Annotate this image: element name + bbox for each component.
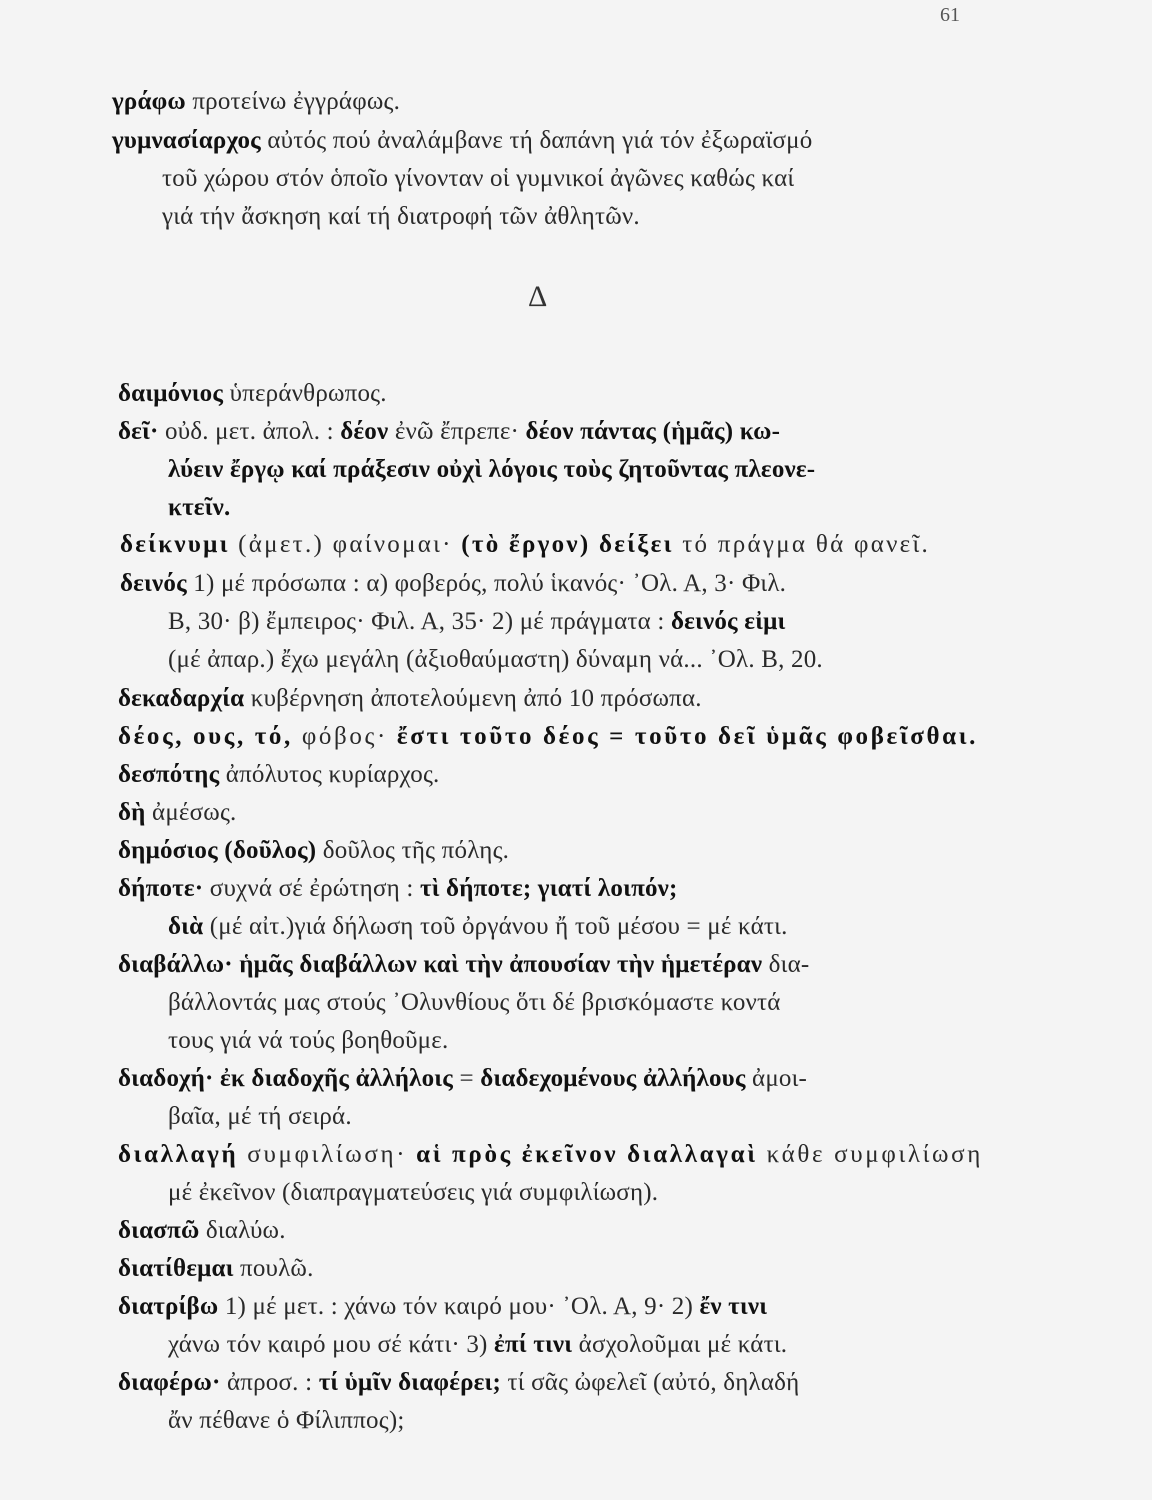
definition-text: δια- xyxy=(762,951,810,978)
definition-text: πουλῶ. xyxy=(233,1255,314,1282)
headword: δὴ xyxy=(118,799,146,826)
headword: διαφέρω· xyxy=(118,1369,221,1396)
definition-text: κάθε συμφιλίωση xyxy=(757,1141,984,1168)
definition-text: τοῦ χώρου στόν ὁποῖο γίνονταν οἱ γυμνικοί ἀγῶνες καθώς καί xyxy=(162,165,795,192)
entry-line xyxy=(118,1255,314,1283)
entry-line xyxy=(118,951,809,979)
entry-line xyxy=(118,875,678,903)
definition-text: τό πράγμα θά φανεῖ. xyxy=(673,531,931,558)
definition-text: προτείνω ἐγγράφως. xyxy=(185,88,401,115)
definition-text: αὐτός πού ἀναλάμβανε τή δαπάνη γιά τόν ἐξωραϊσμό xyxy=(260,127,813,154)
headword: δεκαδαρχία xyxy=(118,685,245,712)
definition-text: διαλύω. xyxy=(199,1217,286,1244)
headword: δεινός xyxy=(120,570,187,597)
headword: τί ὑμῖν διαφέρει; xyxy=(318,1369,502,1396)
entry-line xyxy=(168,989,781,1017)
headword: διατρίβω xyxy=(118,1293,219,1320)
entry-line xyxy=(118,380,387,408)
entry-line xyxy=(120,531,930,559)
headword: δαιμόνιος xyxy=(118,380,224,407)
definition-text: συχνά σέ ἐρώτηση : xyxy=(203,875,420,902)
entry-line xyxy=(118,723,978,751)
headword: δεινός εἰμι xyxy=(670,608,786,635)
headword: γυμνασίαρχος xyxy=(112,127,261,154)
entry-line xyxy=(118,685,702,713)
headword: ἐπί τινι xyxy=(494,1331,573,1358)
definition-text: (μέ ἀπαρ.) ἔχω μεγάλη (ἀξιοθαύμαστη) δύναμη νά... ᾿Ολ. Β, 20. xyxy=(168,646,823,673)
definition-text: ὑπεράνθρωπος. xyxy=(223,380,387,407)
headword: δέος, ους, τό, xyxy=(118,723,293,750)
headword: γράφω xyxy=(112,88,186,115)
entry-line xyxy=(118,1293,767,1321)
headword: δεσπότης xyxy=(118,761,220,788)
definition-text: = xyxy=(453,1065,481,1092)
entry-line xyxy=(118,1065,807,1093)
entry-line xyxy=(118,418,780,446)
entry-line xyxy=(168,1331,787,1359)
headword: τὶ δήποτε; γιατί λοιπόν; xyxy=(419,875,678,902)
definition-text: δοῦλος τῆς πόλης. xyxy=(316,837,510,864)
definition-text: ἐνῶ ἔπρεπε· xyxy=(388,418,526,445)
definition-text: βάλλοντάς μας στούς ᾿Ολυνθίους ὅτι δέ βρισκόμαστε κοντά xyxy=(168,989,781,1016)
headword: λύειν ἔργῳ καί πράξεσιν οὐχὶ λόγοις τοὺς ζητοῦντας πλεονε- xyxy=(168,456,816,483)
entry-line xyxy=(162,165,794,193)
definition-text: 1) μέ μετ. : χάνω τόν καιρό μου· ᾿Ολ. Α, 9· 2) xyxy=(218,1293,700,1320)
definition-text: ἀμοι- xyxy=(745,1065,808,1092)
section-letter-heading: Δ xyxy=(528,280,548,313)
definition-text: ἀπροσ. : xyxy=(220,1369,319,1396)
entry-line xyxy=(168,1407,405,1435)
headword: διασπῶ xyxy=(118,1217,200,1244)
definition-text: μέ ἐκεῖνον (διαπραγματεύσεις γιά συμφιλίωση). xyxy=(168,1179,659,1206)
definition-text: φόβος· xyxy=(292,723,397,750)
entry-line xyxy=(168,1103,352,1131)
entry-line xyxy=(118,837,509,865)
headword: δεῖ· xyxy=(118,418,159,445)
definition-text: Β, 30· β) ἔμπειρος· Φιλ. Α, 35· 2) μέ πράγματα : xyxy=(168,608,671,635)
headword: ἡμᾶς διαβάλλων καὶ τὴν ἀπουσίαν τὴν ἡμετέραν xyxy=(239,951,763,978)
entry-line xyxy=(118,799,237,827)
headword: διαδεχομένους ἀλλήλους xyxy=(480,1065,746,1092)
headword: διὰ xyxy=(168,913,204,940)
headword: δείκνυμι xyxy=(120,531,230,558)
entry-line xyxy=(162,203,640,231)
entry-line xyxy=(168,646,823,674)
definition-text: γιά τήν ἄσκηση καί τή διατροφή τῶν ἀθλητῶν. xyxy=(162,203,640,230)
headword: κτεῖν. xyxy=(168,494,231,521)
definition-text: ἀπόλυτος κυρίαρχος. xyxy=(219,761,440,788)
headword: διαδοχή· xyxy=(118,1065,214,1092)
headword: δέον πάντας (ἡμᾶς) κω- xyxy=(525,418,781,445)
headword: δημόσιος (δοῦλος) xyxy=(118,837,317,864)
headword: ἐκ διαδοχῆς ἀλλήλοις xyxy=(220,1065,453,1092)
definition-text: 1) μέ πρόσωπα : α) φοβερός, πολύ ἱκανός· ᾿Ολ. Α, 3· Φιλ. xyxy=(186,570,787,597)
headword: διαβάλλω· xyxy=(118,951,233,978)
headword: αἱ πρὸς ἐκεῖνον διαλλαγαὶ xyxy=(416,1141,758,1168)
definition-text: συμφιλίωση· xyxy=(238,1141,417,1168)
entry-line xyxy=(118,761,440,789)
definition-text: ἀμέσως. xyxy=(145,799,237,826)
definition-text: τους γιά νά τούς βοηθοῦμε. xyxy=(168,1027,449,1054)
entry-line xyxy=(118,1141,983,1169)
entry-line xyxy=(112,88,400,116)
headword: ἔστι τοῦτο δέος = τοῦτο δεῖ ὑμᾶς φοβεῖσθαι. xyxy=(396,723,978,750)
page-number: 61 xyxy=(940,4,960,26)
headword: (τὸ ἔργον) δείξει xyxy=(461,531,674,558)
definition-text: ἄν πέθανε ὁ Φίλιππος); xyxy=(168,1407,405,1434)
entry-line xyxy=(168,494,230,522)
headword: διατίθεμαι xyxy=(118,1255,234,1282)
definition-text: χάνω τόν καιρό μου σέ κάτι· 3) xyxy=(168,1331,495,1358)
headword: ἔν τινι xyxy=(699,1293,768,1320)
definition-text: (μέ αἰτ.)γιά δήλωση τοῦ ὀργάνου ἤ τοῦ μέσου = μέ κάτι. xyxy=(203,913,788,940)
definition-text: οὐδ. μετ. ἀπολ. : xyxy=(158,418,341,445)
entry-line xyxy=(168,456,815,484)
entry-line xyxy=(120,570,786,598)
entry-line xyxy=(112,127,812,155)
entry-line xyxy=(168,1027,448,1055)
entry-line xyxy=(168,913,788,941)
entry-line xyxy=(168,1179,658,1207)
entry-line xyxy=(118,1217,286,1245)
definition-text: τί σᾶς ὠφελεῖ (αὐτό, δηλαδή xyxy=(501,1369,800,1396)
entry-line xyxy=(168,608,785,636)
headword: δήποτε· xyxy=(118,875,204,902)
definition-text: κυβέρνηση ἀποτελούμενη ἀπό 10 πρόσωπα. xyxy=(244,685,702,712)
definition-text: (ἀμετ.) φαίνομαι· xyxy=(229,531,462,558)
headword: διαλλαγή xyxy=(118,1141,239,1168)
definition-text: ἀσχολοῦμαι μέ κάτι. xyxy=(572,1331,788,1358)
definition-text: βαῖα, μέ τή σειρά. xyxy=(168,1103,352,1130)
entry-line xyxy=(118,1369,799,1397)
headword: δέον xyxy=(340,418,389,445)
